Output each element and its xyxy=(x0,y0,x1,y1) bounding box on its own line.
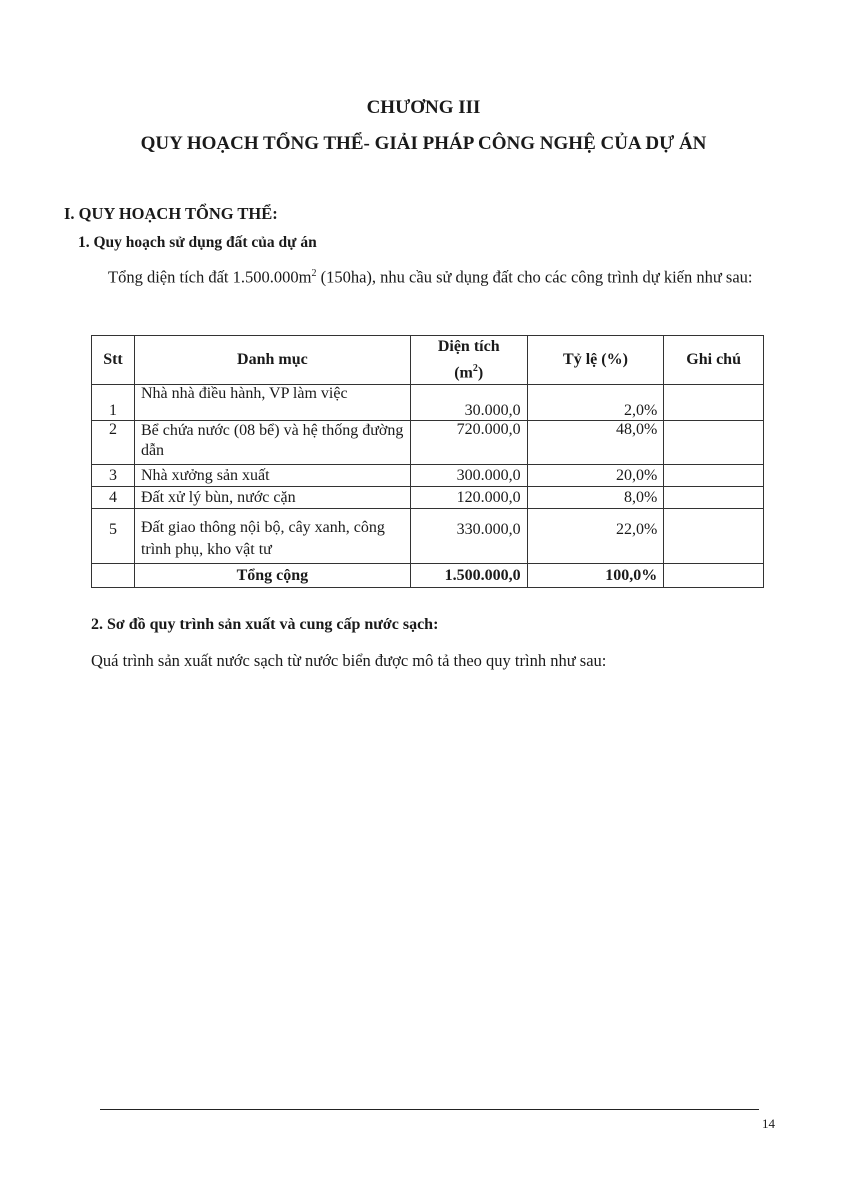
row-area: 330.000,0 xyxy=(410,509,527,564)
row-area: 30.000,0 xyxy=(410,385,527,421)
row-stt: 4 xyxy=(92,487,135,509)
row-note xyxy=(664,385,764,421)
total-note xyxy=(664,564,764,588)
land-need-text: (150ha), nhu cầu sử dụng đất cho các công trình dự kiến như sau: xyxy=(316,267,753,287)
table-header-row xyxy=(92,336,764,385)
table-row xyxy=(92,487,764,509)
table-row xyxy=(92,509,764,564)
row-note xyxy=(664,509,764,564)
col-header-name: Danh mục xyxy=(134,336,410,385)
area-unit-close: ) xyxy=(477,364,484,382)
total-label: Tổng cộng xyxy=(134,564,410,588)
footer-rule xyxy=(100,1109,759,1110)
subsection-heading-2: 2. Sơ đồ quy trình sản xuất và cung cấp nước sạch: xyxy=(91,616,439,633)
row-note xyxy=(664,487,764,509)
table-row xyxy=(92,385,764,421)
row-pct: 2,0% xyxy=(527,385,664,421)
row-pct: 8,0% xyxy=(527,487,664,509)
row-area: 300.000,0 xyxy=(410,465,527,487)
row-area: 720.000,0 xyxy=(410,421,527,465)
section-heading-i: I. QUY HOẠCH TỔNG THỂ: xyxy=(64,204,278,223)
land-use-paragraph xyxy=(108,262,788,290)
subsection-heading-1: 1. Quy hoạch sử dụng đất của dự án xyxy=(78,234,317,251)
total-pct: 100,0% xyxy=(527,564,664,588)
table-row xyxy=(92,465,764,487)
area-unit-sup: 2 xyxy=(472,363,478,374)
row-stt: 5 xyxy=(92,509,135,564)
row-name: Đất giao thông nội bộ, cây xanh, công trình phụ, kho vật tư xyxy=(134,509,410,564)
row-stt: 1 xyxy=(92,385,135,421)
page-number: 14 xyxy=(762,1116,775,1131)
row-name: Nhà nhà điều hành, VP làm việc xyxy=(134,385,410,421)
row-area: 120.000,0 xyxy=(410,487,527,509)
row-note xyxy=(664,421,764,465)
row-pct: 22,0% xyxy=(527,509,664,564)
row-stt: 3 xyxy=(92,465,135,487)
chapter-title: QUY HOẠCH TỔNG THỂ- GIẢI PHÁP CÔNG NGHỆ CỦA DỰ ÁN xyxy=(140,133,707,154)
land-area-text: Tổng diện tích đất 1.500.000m xyxy=(108,267,312,287)
land-use-table xyxy=(91,335,764,588)
chapter-number: CHƯƠNG III xyxy=(366,97,481,118)
total-area: 1.500.000,0 xyxy=(410,564,527,588)
row-name: Đất xử lý bùn, nước cặn xyxy=(134,487,410,509)
table-row xyxy=(92,421,764,465)
process-paragraph: Quá trình sản xuất nước sạch từ nước biển được mô tả theo quy trình như sau: xyxy=(91,651,607,670)
col-header-stt: Stt xyxy=(92,336,135,385)
col-header-note: Ghi chú xyxy=(664,336,764,385)
area-unit-open: (m xyxy=(454,364,473,382)
row-note xyxy=(664,465,764,487)
table-total-row xyxy=(92,564,764,588)
unit-superscript: 2 xyxy=(311,268,317,279)
col-header-area xyxy=(410,336,527,385)
total-stt xyxy=(92,564,135,588)
row-name: Nhà xưởng sản xuất xyxy=(134,465,410,487)
row-stt: 2 xyxy=(92,421,135,465)
area-header-label: Diện tích xyxy=(437,338,500,355)
row-name: Bể chứa nước (08 bể) và hệ thống đường dẫn xyxy=(134,421,410,465)
row-pct: 48,0% xyxy=(527,421,664,465)
col-header-pct: Tỷ lệ (%) xyxy=(527,336,664,385)
row-pct: 20,0% xyxy=(527,465,664,487)
